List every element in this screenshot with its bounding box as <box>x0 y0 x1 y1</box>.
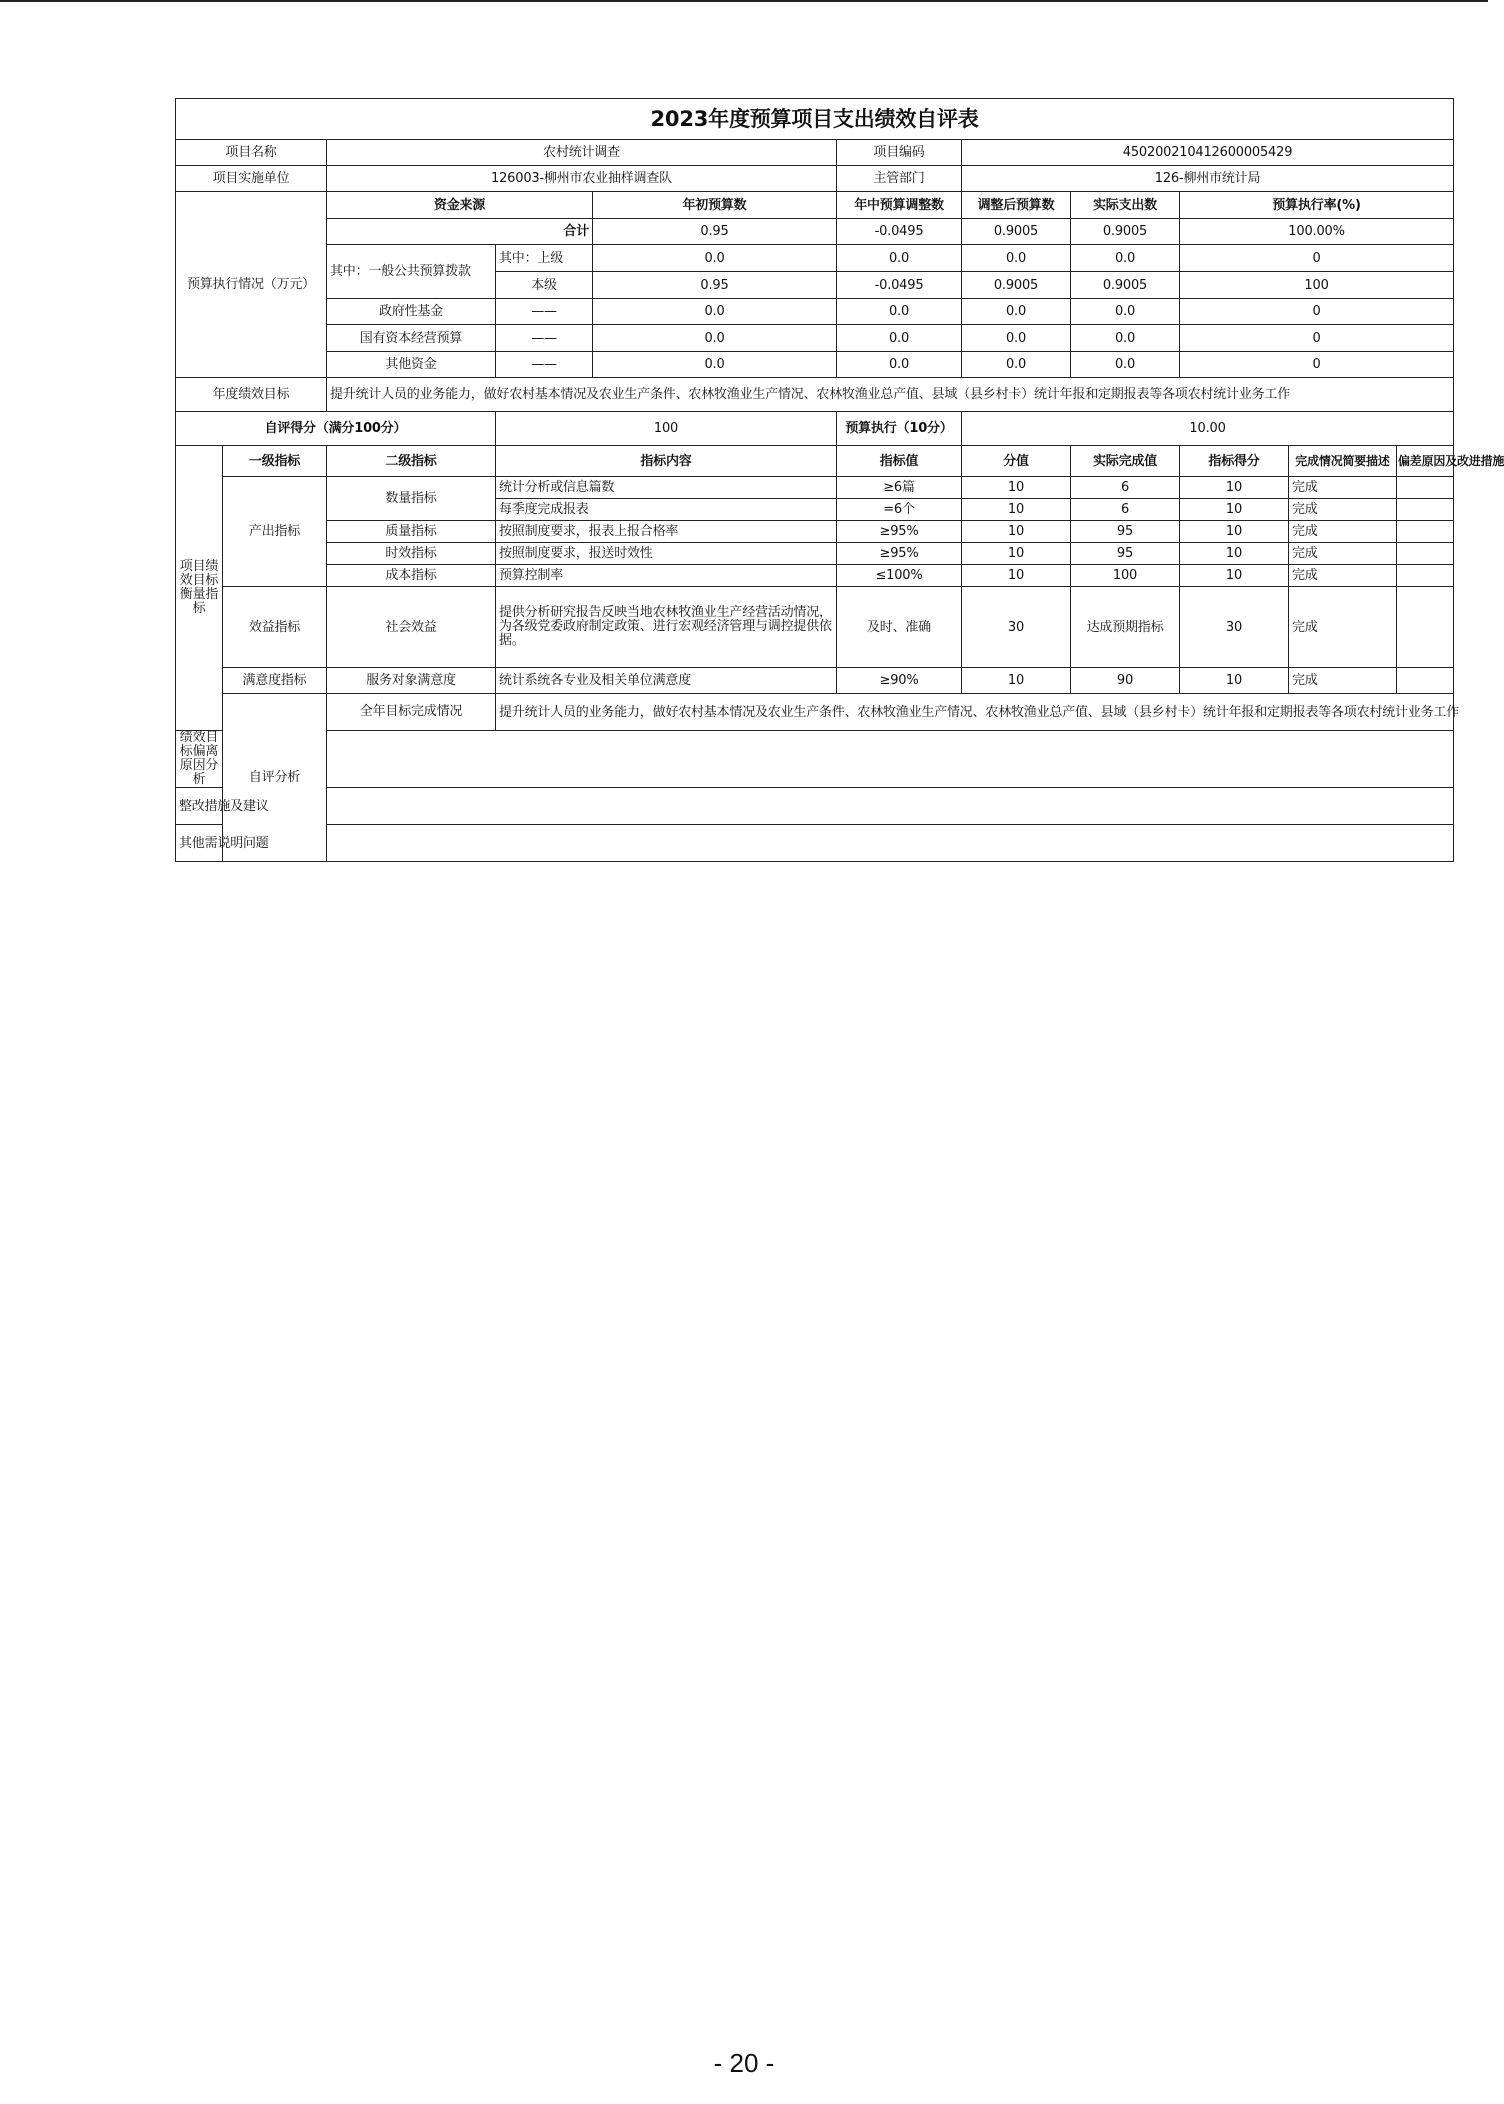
ind-score: 10 <box>1180 668 1289 694</box>
ind-content: 按照制度要求，报表上报合格率 <box>496 521 837 543</box>
ind-target: ≥90% <box>837 668 962 694</box>
impl-unit: 126003-柳州市农业抽样调查队 <box>327 166 837 192</box>
budget-header-rate: 预算执行率(%) <box>1180 192 1454 219</box>
budget-local-adjusted: 0.9005 <box>962 272 1071 299</box>
indicator-row <box>176 668 1454 694</box>
budget-local-label: 本级 <box>496 272 593 299</box>
budget-total-actual: 0.9005 <box>1071 219 1180 245</box>
budget-other-actual: 0.0 <box>1071 352 1180 378</box>
ind-target: 及时、准确 <box>837 587 962 668</box>
ind-weight: 10 <box>962 668 1071 694</box>
budget-other-label: 其他资金 <box>327 352 496 378</box>
ind-reason <box>1397 477 1454 499</box>
ind-output-label: 产出指标 <box>223 477 327 587</box>
analysis-deviation-label: 绩效目标偏离原因分析 <box>176 731 223 788</box>
ind-header-content: 指标内容 <box>496 446 837 477</box>
budget-gov-fund-adjust: 0.0 <box>837 299 962 325</box>
indicator-row <box>176 521 1454 543</box>
self-score-value: 100 <box>496 412 837 446</box>
dept-label: 主管部门 <box>837 166 962 192</box>
budget-header-initial: 年初预算数 <box>593 192 837 219</box>
budget-local-adjust: -0.0495 <box>837 272 962 299</box>
ind-actual: 100 <box>1071 565 1180 587</box>
budget-other-initial: 0.0 <box>593 352 837 378</box>
ind-target: =6个 <box>837 499 962 521</box>
budget-total-adjust: -0.0495 <box>837 219 962 245</box>
ind-target: ≤100% <box>837 565 962 587</box>
budget-total-rate: 100.00% <box>1180 219 1454 245</box>
budget-soe-actual: 0.0 <box>1071 325 1180 352</box>
ind-reason <box>1397 499 1454 521</box>
budget-soe-adjusted: 0.0 <box>962 325 1071 352</box>
analysis-other-text <box>327 825 1454 862</box>
ind-content: 统计分析或信息篇数 <box>496 477 837 499</box>
ind-status: 完成 <box>1289 668 1397 694</box>
ind-score: 10 <box>1180 565 1289 587</box>
analysis-other-label: 其他需说明问题 <box>176 825 223 862</box>
project-name-label: 项目名称 <box>176 140 327 166</box>
analysis-deviation-text <box>327 731 1454 788</box>
performance-table-container <box>175 98 1504 862</box>
indicator-row <box>176 587 1454 668</box>
analysis-rectify-label: 整改措施及建议 <box>176 788 223 825</box>
ind-reason <box>1397 587 1454 668</box>
ind-header-status: 完成情况简要描述 <box>1289 446 1397 477</box>
ind-weight: 10 <box>962 499 1071 521</box>
ind-target: ≥6篇 <box>837 477 962 499</box>
budget-gov-fund-rate: 0 <box>1180 299 1454 325</box>
ind-content: 预算控制率 <box>496 565 837 587</box>
ind-actual: 95 <box>1071 521 1180 543</box>
ind-reason <box>1397 543 1454 565</box>
budget-upper-initial: 0.0 <box>593 245 837 272</box>
ind-status: 完成 <box>1289 587 1397 668</box>
ind-actual: 达成预期指标 <box>1071 587 1180 668</box>
budget-local-rate: 100 <box>1180 272 1454 299</box>
budget-other-rate: 0 <box>1180 352 1454 378</box>
project-code: 450200210412600005429 <box>962 140 1454 166</box>
performance-self-evaluation-table <box>175 98 1504 862</box>
ind-status: 完成 <box>1289 521 1397 543</box>
annual-goal-text: 提升统计人员的业务能力，做好农村基本情况及农业生产条件、农林牧渔业生产情况、农林牧渔业总产值、县域（县乡村卡）统计年报和定期报表等各项农村统计业务工作 <box>327 378 1454 412</box>
ind-social-label: 社会效益 <box>327 587 496 668</box>
budget-gov-fund-initial: 0.0 <box>593 299 837 325</box>
budget-soe-label: 国有资本经营预算 <box>327 325 496 352</box>
ind-status: 完成 <box>1289 565 1397 587</box>
indicator-row <box>176 565 1454 587</box>
ind-status: 完成 <box>1289 477 1397 499</box>
ind-header-score: 指标得分 <box>1180 446 1289 477</box>
ind-actual: 90 <box>1071 668 1180 694</box>
budget-other-dash: —— <box>496 352 593 378</box>
budget-header-actual: 实际支出数 <box>1071 192 1180 219</box>
ind-timeliness-label: 时效指标 <box>327 543 496 565</box>
ind-score: 10 <box>1180 499 1289 521</box>
analysis-completion-text: 提升统计人员的业务能力，做好农村基本情况及农业生产条件、农林牧渔业生产情况、农林牧渔业总产值、县域（县乡村卡）统计年报和定期报表等各项农村统计业务工作 <box>496 694 1454 731</box>
page-number: - 20 - <box>713 2048 775 2078</box>
ind-service-label: 服务对象满意度 <box>327 668 496 694</box>
budget-exec-score-value: 10.00 <box>962 412 1454 446</box>
budget-exec-score-label: 预算执行（10分） <box>837 412 962 446</box>
budget-section-label: 预算执行情况（万元） <box>176 192 327 378</box>
ind-header-reason: 偏差原因及改进措施 <box>1397 446 1454 477</box>
ind-weight: 10 <box>962 543 1071 565</box>
ind-quantity-label: 数量指标 <box>327 477 496 521</box>
budget-header-adjust: 年中预算调整数 <box>837 192 962 219</box>
ind-satisfaction-label: 满意度指标 <box>223 668 327 694</box>
ind-actual: 95 <box>1071 543 1180 565</box>
ind-cost-label: 成本指标 <box>327 565 496 587</box>
analysis-rectify-text <box>327 788 1454 825</box>
budget-upper-actual: 0.0 <box>1071 245 1180 272</box>
budget-total-initial: 0.95 <box>593 219 837 245</box>
budget-gov-fund-actual: 0.0 <box>1071 299 1180 325</box>
ind-header-actual: 实际完成值 <box>1071 446 1180 477</box>
budget-other-adjusted: 0.0 <box>962 352 1071 378</box>
ind-reason <box>1397 668 1454 694</box>
budget-upper-adjust: 0.0 <box>837 245 962 272</box>
ind-content: 每季度完成报表 <box>496 499 837 521</box>
budget-soe-rate: 0 <box>1180 325 1454 352</box>
budget-soe-initial: 0.0 <box>593 325 837 352</box>
impl-unit-label: 项目实施单位 <box>176 166 327 192</box>
project-code-label: 项目编码 <box>837 140 962 166</box>
budget-soe-dash: —— <box>496 325 593 352</box>
ind-quality-label: 质量指标 <box>327 521 496 543</box>
ind-weight: 10 <box>962 565 1071 587</box>
ind-header-weight: 分值 <box>962 446 1071 477</box>
budget-local-initial: 0.95 <box>593 272 837 299</box>
ind-weight: 10 <box>962 477 1071 499</box>
budget-total-adjusted: 0.9005 <box>962 219 1071 245</box>
ind-actual: 6 <box>1071 477 1180 499</box>
ind-benefit-label: 效益指标 <box>223 587 327 668</box>
indicator-row <box>176 477 1454 499</box>
budget-upper-adjusted: 0.0 <box>962 245 1071 272</box>
budget-general-label: 其中：一般公共预算拨款 <box>327 245 496 299</box>
ind-score: 30 <box>1180 587 1289 668</box>
analysis-completion-label: 全年目标完成情况 <box>327 694 496 731</box>
budget-gov-fund-adjusted: 0.0 <box>962 299 1071 325</box>
ind-header-level1: 一级指标 <box>223 446 327 477</box>
budget-header-source: 资金来源 <box>327 192 593 219</box>
budget-upper-rate: 0 <box>1180 245 1454 272</box>
ind-header-level2: 二级指标 <box>327 446 496 477</box>
indicator-row <box>176 543 1454 565</box>
budget-header-adjusted: 调整后预算数 <box>962 192 1071 219</box>
ind-score: 10 <box>1180 543 1289 565</box>
ind-content: 统计系统各专业及相关单位满意度 <box>496 668 837 694</box>
budget-soe-adjust: 0.0 <box>837 325 962 352</box>
self-score-label: 自评得分（满分100分） <box>176 412 496 446</box>
budget-upper-label: 其中：上级 <box>496 245 593 272</box>
budget-gov-fund-dash: —— <box>496 299 593 325</box>
table-title: 2023年度预算项目支出绩效自评表 <box>176 99 1454 140</box>
ind-content: 按照制度要求，报送时效性 <box>496 543 837 565</box>
indicators-section-label: 项目绩效目标衡量指标 <box>176 446 223 731</box>
ind-reason <box>1397 521 1454 543</box>
project-name: 农村统计调查 <box>327 140 837 166</box>
budget-gov-fund-label: 政府性基金 <box>327 299 496 325</box>
ind-weight: 30 <box>962 587 1071 668</box>
ind-reason <box>1397 565 1454 587</box>
ind-target: ≥95% <box>837 543 962 565</box>
ind-score: 10 <box>1180 521 1289 543</box>
ind-score: 10 <box>1180 477 1289 499</box>
ind-status: 完成 <box>1289 543 1397 565</box>
budget-local-actual: 0.9005 <box>1071 272 1180 299</box>
ind-weight: 10 <box>962 521 1071 543</box>
budget-other-adjust: 0.0 <box>837 352 962 378</box>
ind-status: 完成 <box>1289 499 1397 521</box>
top-border <box>0 0 1488 2</box>
budget-total-label: 合计 <box>327 219 593 245</box>
annual-goal-label: 年度绩效目标 <box>176 378 327 412</box>
ind-target: ≥95% <box>837 521 962 543</box>
ind-header-target: 指标值 <box>837 446 962 477</box>
ind-content: 提供分析研究报告反映当地农林牧渔业生产经营活动情况，为各级党委政府制定政策、进行宏观经济管理与调控提供依据。 <box>496 587 837 668</box>
analysis-section-label: 自评分析 <box>223 694 327 862</box>
ind-actual: 6 <box>1071 499 1180 521</box>
dept: 126-柳州市统计局 <box>962 166 1454 192</box>
